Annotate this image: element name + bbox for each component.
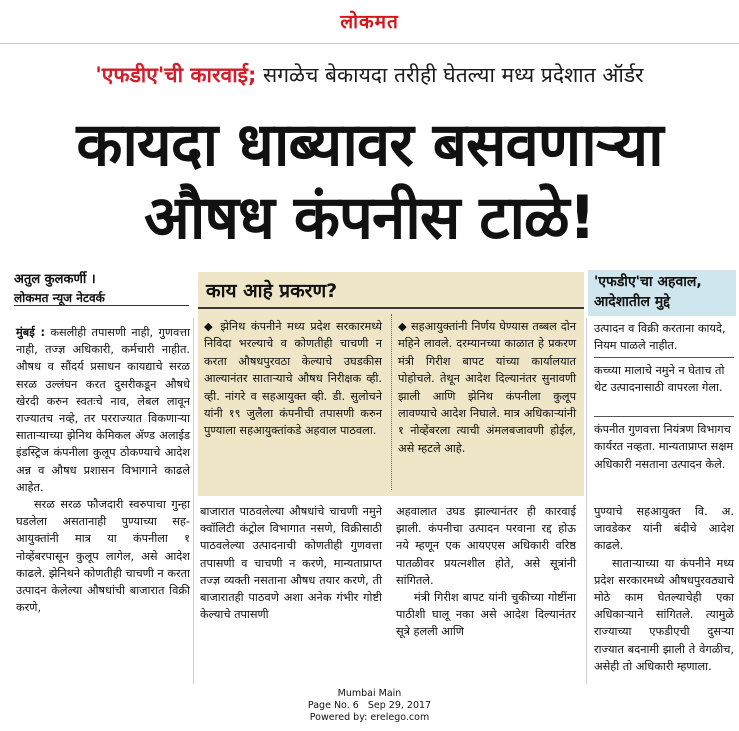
sidebar-divider-1 <box>594 357 734 358</box>
sidebar-point-3: कंपनीत गुणवत्ता नियंत्रण विभागच कार्यरत नव्हता. मान्यताप्राप्त सक्षम अधिकारी नसताना उत्पादन केले. <box>594 423 734 471</box>
sidebar-point-2: कच्च्या मालाचे नमुने न घेताच तो थेट उत्पादनासाठी वापरला गेला. <box>594 364 725 395</box>
footer-date: Sep 29, 2017 <box>367 700 432 711</box>
lead-text: कसलीही तपासणी नाही, गुणवत्ता नाही, तज्ज्ञ अधिकारी, कर्मचारी नाहीत. औषध व सौंदर्य प्रसाधन कायद्याचे सरळ सरळ उल्लंघन करत दुसरीकडून औषधे खेरदी करुन स्वतःचे नाव, लेबल लावून राज्यातच नव्हे, तर परराज्यात विकणाऱ्या साताऱ्याच्या झेनिथ केमिकल ॲण्ड अलाईड इंडस्ट्रिज कंपनीला कुलूप ठोकण्याचे आदेश अन्न व औषध प्रशासन विभागाने काढले आहेत. <box>16 326 190 494</box>
footer-page: Page No. 6 <box>307 700 359 711</box>
footer-page-date <box>0 700 739 712</box>
sidebar-point-1: उत्पादन व विक्री करताना कायदे, नियम पाळले नाहीत. <box>594 322 726 353</box>
footer-powered-by: Powered by: erelego.com <box>309 712 430 723</box>
sidebar-divider-2 <box>594 416 734 417</box>
kicker-highlight: 'एफडीए'ची कारवाई; <box>95 63 257 87</box>
sidebar-title-line-2: आदेशातील मुद्दे <box>594 294 671 310</box>
kicker-line <box>0 61 739 89</box>
bullet-icon: ◆ <box>398 320 408 333</box>
lead-paragraph <box>16 324 190 496</box>
footer-edition: Mumbai Main <box>337 688 402 699</box>
masthead-divider <box>0 43 739 44</box>
article-column-4 <box>594 503 734 675</box>
byline-agency: लोकमत न्यूज नेटवर्क <box>14 291 105 305</box>
byline-author <box>14 269 96 287</box>
masthead <box>0 0 739 44</box>
sidebar-title <box>594 272 734 312</box>
article-column-2 <box>200 503 382 623</box>
dateline: मुंबई : <box>16 326 45 339</box>
explainer-right-column <box>398 318 576 457</box>
explainer-left-column <box>204 318 382 440</box>
headline-line-1: कायदा धाब्यावर बसवणाऱ्या <box>76 110 663 180</box>
headline-line-2: औषध कंपनीस टाळे! <box>143 183 596 253</box>
explainer-box-title-rule <box>198 307 584 309</box>
column-divider-3 <box>586 318 587 684</box>
lokmat-logo: लोकमत <box>340 11 399 33</box>
column-4-text-b: साताऱ्याच्या या कंपनीने मध्य प्रदेश सरकारमध्ये औषधपुरवठ्याचे मोठे काम घेतल्याचेही एका अधिकाऱ्याने सांगितले. त्यामुळे राज्याच्या एफडीएची दुसऱ्या राज्यात बदनामी झाली ते वेगळीच, असेही तो अधिकारी म्हणाला. <box>594 556 734 673</box>
column-2-text: बाजारात पाठवलेल्या औषधांचे चाचणी नमुने क्वॉलिटी कंट्रोल विभागात नसणे, विक्रीसाठी पाठवलेल्या उत्पादनाची कोणतीही गुणवत्ता तपासणी व चाचणी न करणे, मान्यताप्राप्त तज्ज्ञ व्यक्ती नसताना औषध तयार करणे, ती बाजारातही पाठवणे अशा अनेक गंभीर गोष्टी केल्याचे तपासणी <box>200 505 382 622</box>
article-column-3 <box>396 503 576 641</box>
author-name: अतुल कुलकर्णी <box>14 272 87 287</box>
column-4-text-a: पुण्याचे सहआयुक्त वि. अ. जावडेकर यांनी बंदीचे आदेश काढले. <box>594 505 734 553</box>
article-column-1 <box>16 324 190 616</box>
explainer-left-text: झेनिथ कंपनीने मध्य प्रदेश सरकारमध्ये निविदा भरल्याचे व कोणतीही चाचणी न करता औषधपुरवठा केल्याचे उघडकीस आल्यानंतर साताऱ्याचे औषध निरीक्षक व्ही. व्ही. नांगरे व सहआयुक्त व्ही. डी. सुलोचने यांनी १९ जुलैला कंपनीची तपासणी करुन पुण्याला सहआयुक्तांकडे अहवाल पाठवला. <box>204 320 383 438</box>
explainer-box-title: काय आहे प्रकरण? <box>206 280 338 302</box>
column-divider-1 <box>193 318 194 684</box>
sidebar-title-line-1: 'एफडीए'चा अहवाल, <box>594 274 702 290</box>
bullet-icon: ◆ <box>204 320 215 333</box>
byline-divider <box>14 305 189 306</box>
column-3-text-a: अहवालात उघड झाल्यानंतर ही कारवाई झाली. कंपनीचा उत्पादन परवाना रद्द होऊ नये म्हणून एक आयएएस अधिकारी वरिष्ठ पातळीवर प्रयत्नशील होते, असे सूत्रांनी सांगितले. <box>396 505 576 587</box>
paragraph-2: सरळ सरळ फौजदारी स्वरुपाचा गुन्हा घडलेला असतानाही पुण्याच्या सह-आयुक्तांनी मात्र या कंपनीला १ नोव्हेंबरपासून कुलूप लागेल, असे आदेश काढले. झेनिथने कोणतीही चाचणी न करता उत्पादन केलेल्या औषधांची बाजारात विक्री करणे, <box>16 498 190 615</box>
kicker-text: सगळेच बेकायदा तरीही घेतल्या मध्य प्रदेशात ऑर्डर <box>256 63 644 87</box>
byline-separator: । <box>90 272 96 287</box>
explainer-column-divider <box>391 314 392 490</box>
explainer-right-text: सहआयुक्तांनी निर्णय घेण्यास तब्बल दोन महिने लावले. दरम्यानच्या काळात हे प्रकरण मंत्री गिरीश बापट यांच्या कार्यालयात पोहोचले. तेथून आदेश दिल्यानंतर सुनावणी झाली आणि झेनिथ कंपनीला कुलूप लावण्याचे आदेश निघाले. मात्र अधिकाऱ्यांनी १ नोव्हेंबरला त्याची अंमलबजावणी होईल, असे म्हटले आहे. <box>398 320 576 455</box>
column-3-text-b: मंत्री गिरीश बापट यांनी चुकीच्या गोष्टींना पाठीशी घालू नका असे आदेश दिल्यानंतर सूत्रे हलली आणि <box>396 591 576 639</box>
